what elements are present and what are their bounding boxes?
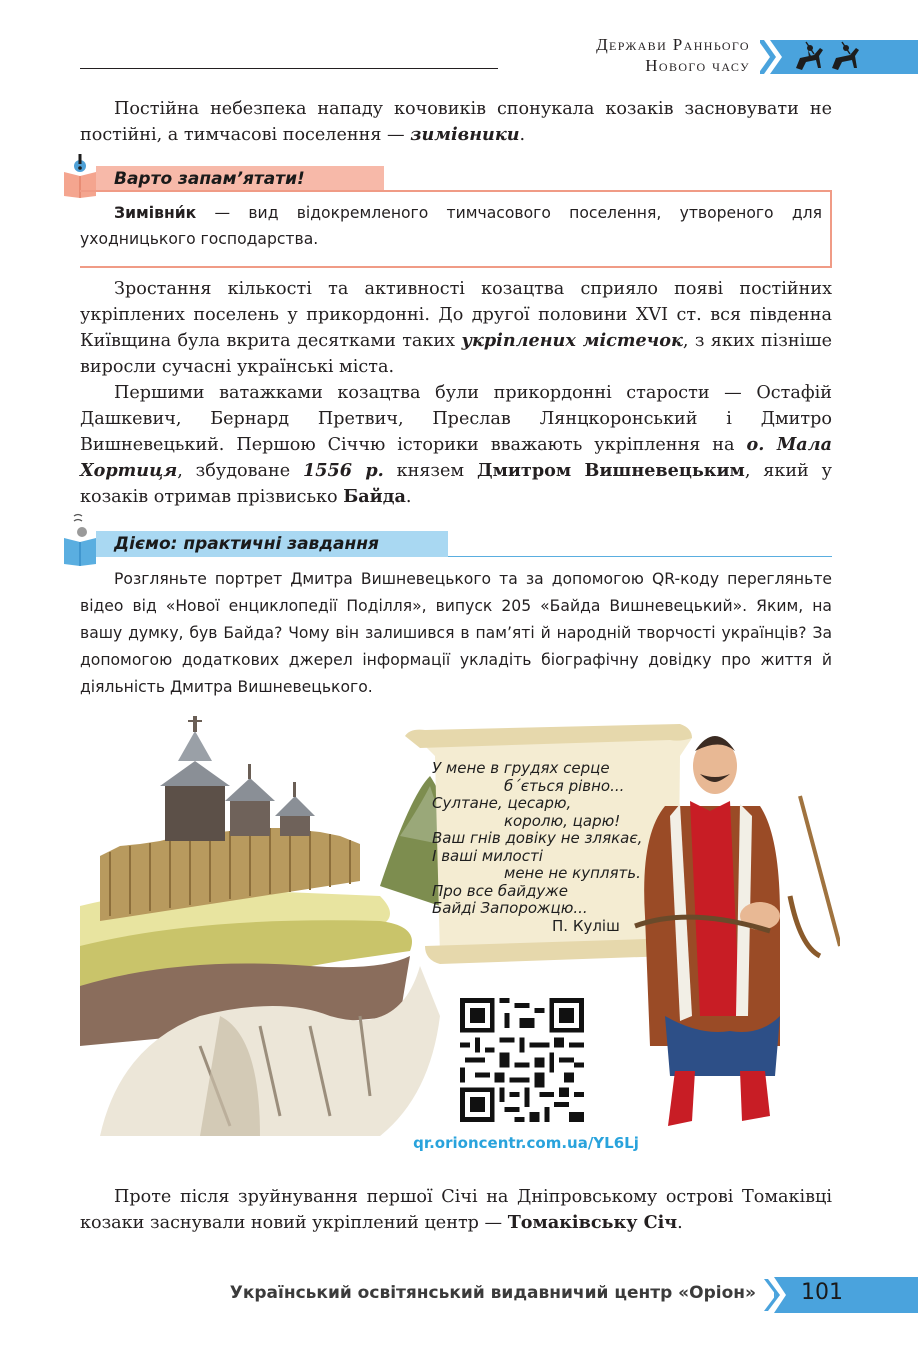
header-rule <box>80 68 498 69</box>
wooden-church <box>160 716 315 841</box>
paragraph-3 <box>80 380 832 510</box>
poem-line: Ваш гнів довіку не злякає, <box>432 829 643 847</box>
paragraph-3-text: Першими ватажками козацтва були прикордонні старости — Остафій Дашкевич, Бернард Претвич, Преслав Лянцкоронський і Дмитро Вишневецький. Першою Січчю історики вважають укріплення на <box>80 383 832 455</box>
paragraph-2-end: , з яких пізніше виросли сучасні українські міста. <box>80 331 832 377</box>
paragraph-2-text: Зростання кількості та активності козацтва сприяло появі постійних укріплених поселень у прикордонні. До другої половини XVI ст. вся південна Київщина була вкрита десятками таких <box>80 279 832 351</box>
task-heading: Діємо: практичні завдання <box>114 534 379 554</box>
term-mala-khortytsia: о. Мала Хортиця <box>80 434 832 481</box>
poem-line: Султане, цесарю, <box>432 794 572 812</box>
page-number: 101 <box>801 1280 843 1305</box>
poem-line: У мене в грудях серце <box>432 759 610 777</box>
paragraph-3-text-b: , збудоване <box>177 461 303 481</box>
paragraph-3-end: . <box>405 487 412 507</box>
remember-heading: Варто запам’ятати! <box>114 169 305 189</box>
task-instructions <box>80 566 832 701</box>
task-heading-bar <box>96 531 448 557</box>
poem-line: Байді Запорожцю... <box>432 899 588 917</box>
definition-term: Зимівни́к <box>114 204 197 222</box>
term-year-1556: 1556 р. <box>303 460 384 481</box>
remember-heading-bar <box>96 166 384 192</box>
chapter-title <box>490 34 750 76</box>
task-heading-rule <box>448 556 832 557</box>
paragraph-1-end: . <box>519 125 526 145</box>
chapter-title-line-1: Держави Раннього <box>596 35 750 54</box>
term-baida: Байда <box>343 486 406 507</box>
paragraph-1 <box>80 96 832 148</box>
term-fortified-towns: укріплених містечок <box>461 330 683 351</box>
paragraph-4 <box>80 1184 832 1236</box>
remember-box-bottom-rule <box>80 266 832 268</box>
paragraph-4-end: . <box>677 1213 683 1233</box>
poem-line: б´ється рівно... <box>504 776 625 795</box>
publisher-name: Український освітянський видавничий центр «Оріон» <box>229 1283 756 1303</box>
paragraph-2 <box>80 276 832 510</box>
paragraph-4-text: Проте після зруйнування першої Січі на Дніпровському острові Томаківці козаки заснували новий укріплений центр — <box>80 1187 832 1233</box>
poem-line: мене не куплять. <box>504 864 641 882</box>
poem-line: І ваші милості <box>432 846 543 865</box>
poem-line: Про все байдуже <box>432 881 569 900</box>
task-text: Розгляньте портрет Дмитра Вишневецького та за допомогою QR-коду перегляньте відео від «Нової енциклопедії Поділля», випуск 205 «Байда Вишневецький». Яким, на вашу думку, був Байда? Чому він залишився в пам’яті й народній творчості українців? За допомогою додаткових джерел інформації укладіть біографічну довідку про життя й діяльність Дмитра Вишневецького. <box>80 570 832 696</box>
qr-link[interactable]: qr.orioncentr.com.ua/YL6Lj <box>413 1134 639 1152</box>
chapter-title-line-2: Нового часу <box>645 56 750 75</box>
header-band-horsemen <box>760 40 918 74</box>
paragraph-1-text: Постійна небезпека нападу кочовиків спонукала козаків засновувати не постійні, а тимчасові поселення — <box>80 99 832 145</box>
paragraph-3-text-c: князем <box>383 461 477 481</box>
remember-definition <box>80 200 822 252</box>
poem-author: П. Куліш <box>552 916 620 935</box>
term-vyshnevetskyi: Дмитром Вишневецьким <box>476 460 745 481</box>
term-zymivnyky: зимівники <box>410 124 520 145</box>
poem-line: королю, царю! <box>504 811 621 830</box>
term-tomakivska-sich: Томаківську Січ <box>507 1212 678 1233</box>
definition-text: — вид відокремленого тимчасового поселення, утвореного для уходницького господарства. <box>80 204 822 248</box>
practice-book-icon <box>62 512 98 566</box>
qr-code-icon[interactable] <box>460 998 584 1122</box>
poem-on-scroll <box>432 760 662 935</box>
paragraph-3-text-d: , який у козаків отримав прізвисько <box>80 461 832 507</box>
